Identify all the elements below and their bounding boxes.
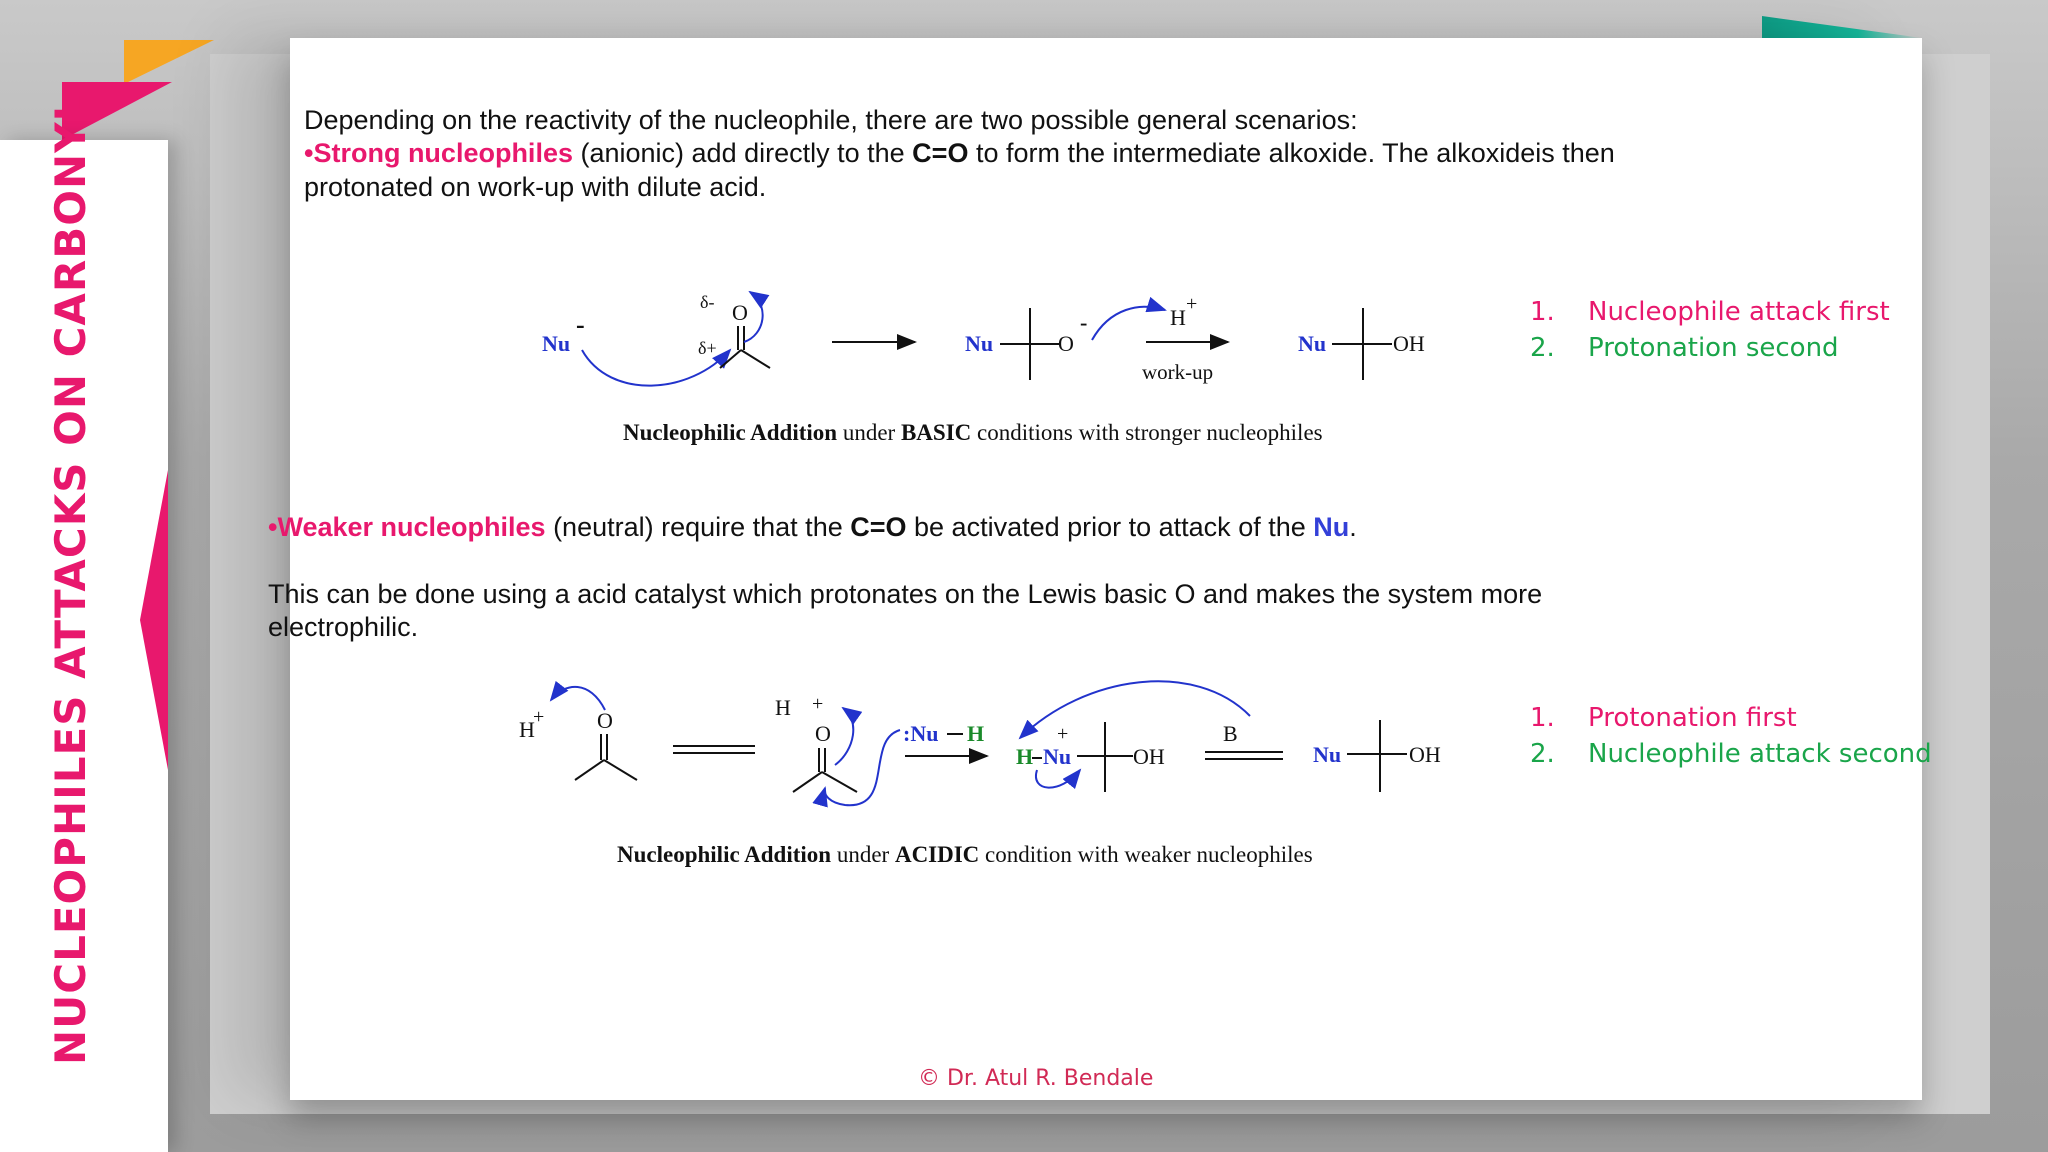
- intermediate-plus: +: [1057, 723, 1069, 745]
- c-bond-left: [720, 350, 741, 368]
- intro-text-3: protonated on work-up with dilute acid.: [304, 172, 767, 202]
- intro-line-3: [304, 171, 766, 204]
- ketone-left: [575, 760, 604, 780]
- bullet: •: [304, 138, 314, 168]
- nu-product-2: Nu: [1298, 331, 1327, 356]
- nu-product-1: Nu: [965, 331, 994, 356]
- orange-corner-tab: [124, 40, 214, 84]
- acidic-step-1: 1. Protonation first: [1530, 703, 1797, 733]
- intro-line-2: [304, 137, 1615, 170]
- protonation-arrow: [551, 687, 605, 710]
- intermediate-oh: OH: [1133, 744, 1165, 769]
- intro-text-1: Depending on the reactivity of the nucleophile, there are two possible general scenarios:: [304, 105, 1358, 135]
- acidic-reaction-scheme: [505, 670, 1475, 820]
- weaker-nucleophiles-label: Weaker nucleophiles: [277, 512, 546, 542]
- delta-minus: δ-: [700, 292, 715, 312]
- weak-para-1: This can be done using a acid catalyst which protonates on the Lewis basic O and makes the system more: [268, 579, 1543, 609]
- product-oh: OH: [1393, 331, 1425, 356]
- nucleophile-nu: :Nu: [903, 721, 939, 746]
- acid-plus: +: [533, 706, 545, 728]
- carbonyl-label: C=O: [912, 138, 969, 168]
- nu-anion: Nu: [542, 331, 571, 356]
- intro-text-2a: (anionic) add directly to the: [572, 138, 913, 168]
- nu-attack-arrow: [825, 730, 900, 805]
- c-bond-right: [741, 350, 770, 368]
- workup-label: work-up: [1142, 360, 1214, 384]
- intermediate-nu: Nu: [1043, 744, 1072, 769]
- basic-reaction-scheme: [520, 280, 1480, 410]
- ketone-oxygen: O: [597, 708, 613, 733]
- intro-text-2b: to form the intermediate alkoxide. The alkoxideis then: [968, 138, 1615, 168]
- deprotonation-arrow: [1020, 681, 1250, 738]
- alkoxide-oxygen: O: [1058, 331, 1074, 356]
- basic-step-1: 1. Nucleophile attack first: [1530, 297, 1890, 327]
- final-oh: OH: [1409, 742, 1441, 767]
- basic-steps: [1530, 294, 1890, 366]
- basic-step-2: 2. Protonation second: [1530, 333, 1839, 363]
- pi-shift-arrow: [835, 708, 853, 765]
- strong-nucleophiles-label: Strong nucleophiles: [313, 138, 573, 168]
- nucleophile-h: H: [967, 721, 985, 746]
- weak-line: •Weaker nucleophiles (neutral) require that the C=O be activated prior to attack of the Nu.: [268, 512, 1357, 542]
- copyright-footer: © Dr. Atul R. Bendale: [918, 1066, 1154, 1091]
- acidic-step-2: 2. Nucleophile attack second: [1530, 739, 1932, 769]
- proton-h: H: [1170, 305, 1186, 330]
- proton-plus: +: [1186, 293, 1198, 315]
- carbonyl-oxygen: O: [732, 300, 748, 325]
- intro-line-1: [304, 104, 1358, 137]
- oxonium-left: [793, 772, 822, 792]
- oxonium-o: O: [815, 721, 831, 746]
- acidic-steps: [1530, 700, 1932, 772]
- oxonium-plus: +: [812, 693, 824, 715]
- final-nu: Nu: [1313, 742, 1342, 767]
- nh-bond-arrow: [1036, 770, 1080, 788]
- side-wedge: [140, 470, 168, 770]
- oxonium-right: [822, 772, 857, 792]
- weak-para-2: electrophilic.: [268, 612, 419, 642]
- side-title: NUCLEOPHILES ATTACKS ON CARBONYL: [46, 93, 95, 1065]
- proton-arrow: [1092, 307, 1165, 340]
- oxonium-h: H: [775, 695, 791, 720]
- delta-plus: δ+: [698, 338, 717, 358]
- acid-h: H: [519, 717, 535, 742]
- acidic-caption: Nucleophilic Addition under ACIDIC condition with weaker nucleophiles: [617, 842, 1313, 867]
- base-b: B: [1223, 721, 1238, 746]
- alkoxide-charge: -: [1080, 310, 1088, 335]
- basic-caption: Nucleophilic Addition under BASIC conditions with stronger nucleophiles: [623, 420, 1323, 445]
- intermediate-h: H: [1016, 744, 1034, 769]
- ketone-right: [604, 760, 637, 780]
- nu-charge: -: [576, 310, 585, 339]
